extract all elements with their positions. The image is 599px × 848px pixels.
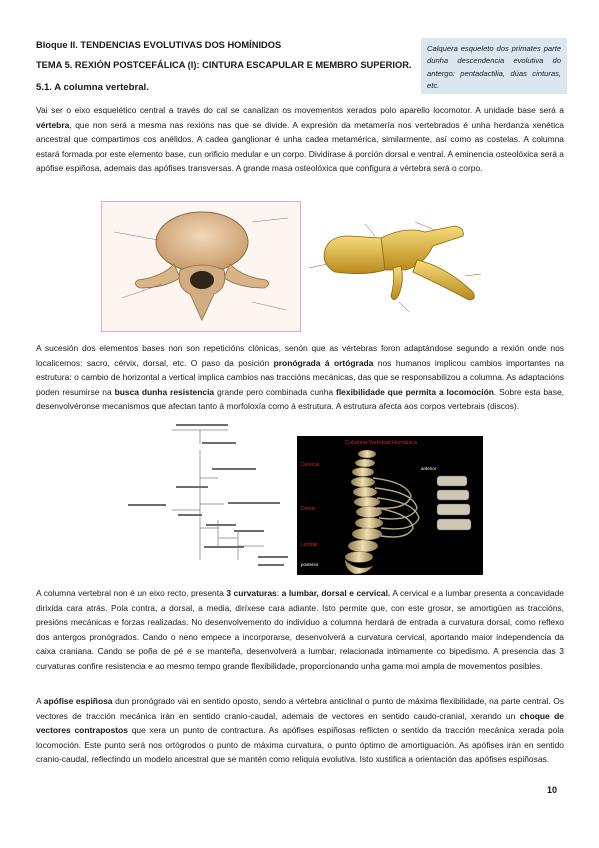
page-number: 10 (547, 785, 558, 795)
label-anterior: anterior (421, 466, 437, 471)
paragraph-spinous-process: A apófise espiñosa dun pronógrado vai en sentido oposto, sendo a vértebra anticlinal o punto de máxima flexibilidade, na parte central. Os vectores de tracción mecánica irán en sentido cranio-caudal, ademais de vectores en sentido caudo-cranial, xerando un choque de vectores contrapostos que xera un punto de contractura. As apófises espiñosas reflicten o sentido da tracción mecánica xerada pola locomoción. Este punto será nos ortógrodos o punto de máxima curvatura, o punto óptimo de amortiguación. As apófises irán en sentido cranio-caudal, reflectindo un modelo ancestral que se mantén como reliquia evolutiva. Isto xustifica a orientación das apófises espiñosas. (36, 696, 565, 764)
label-dorsal: Dorsal (301, 506, 316, 512)
label-lumbar: Lumbar (301, 542, 318, 548)
vertebra-side-view-image (305, 206, 495, 321)
paragraph-curvatures: A columna vertebral non é un eixo recto, presenta 3 curvaturas: a lumbar, dorsal e cervical. A cervical e a lumbar presenta a concavidade dirixida cara atrás. Pola contra, a dorsal, a media, diríxese cara adiante. Isto permite que, con este grosor, se amortigüen as traccións, presións mecánicas e forzas realizadas. No desenvolvemento do individuo a columna herdará de entrada a curvatura dorsal, como reflexo dos antergos pronógrados. Cando o neno empece a incorporarse, desenvolverá a curvatura cervical, aportando maior independencia da caixa craniana. Cando se poña de pé e se manteña, desenvolverá a lumbar, relacionada intimamente co bipedismo. A presencia das 3 curvaturas confire resistencia e ao mesmo tempo grande flexibilidade, proporcionando unha gama moi ampla de movementos posibles. (36, 588, 564, 671)
spine-title: Columna Vertebral Humánica (345, 440, 417, 446)
vertebra-top-view-image (101, 201, 301, 332)
section-heading: 5.1. A columna vertebral. (36, 82, 149, 93)
side-note: Calquera esqueleto dos primates parte dunha descendencia evolutiva do antergo: pentadactilia, dúas cinturas, etc. (421, 38, 567, 94)
block-title: Bloque II. TENDENCIAS EVOLUTIVAS DOS HOMÍNIDOS (36, 40, 282, 50)
label-posterior: posterior (301, 562, 319, 567)
spine-3d-image (297, 436, 483, 575)
column-schema-diagram (128, 420, 298, 575)
paragraph-vertebra: Vai ser o eixo esquelético central a través do cal se canalizan os movementos xerados polo aparello locomotor. A unidade base será a vértebra, que non será a mesma nas rexións nas que se divide. A expresión da metamería nos vertebrados é unha herdanza xenética ancestral que compartimos cos anélidos. A cadea ganglionar é unha cadea metamérica, similarmente, así como as costelas. A columna estará formada por este elemento base, cun orificio medular e un corpo. Dividirase á porción dorsal e ventral. A eminencia osteolóxica será a apófise espiñosa, ademais das apófises transversas. A grande masa osteolóxica que configura a vértebra será o corpo. (36, 105, 564, 173)
topic-title: TEMA 5. REXIÓN POSTCEFÁLICA (I): CINTURA ESCAPULAR E MEMBRO SUPERIOR. (36, 60, 412, 70)
label-cervical: Cervical (301, 462, 320, 468)
paragraph-adaptations: A sucesión dos elementos bases non son repeticións clónicas, senón que as vértebras foron adaptándose segundo a rexión onde nos localicemos: sacro, cérvix, dorsal, etc. O paso da posición pronógrada á ortógrada nos humanos implicou cambios importantes na estrutura: o cambio de horizontal a vertical implica cambios nas traccións mecánicas, das que se responsabilizou a columna. As adaptacións poden resumirse na busca dunha resistencia grande pero combinada cunha flexibilidade que permita a locomoción. Sobre esta base, desenvolvéronse mecanismos que afectan tanto á morfoloxía como á estrutura. A estrutura afecta aos corpos vertebrais (discos). (36, 343, 565, 411)
